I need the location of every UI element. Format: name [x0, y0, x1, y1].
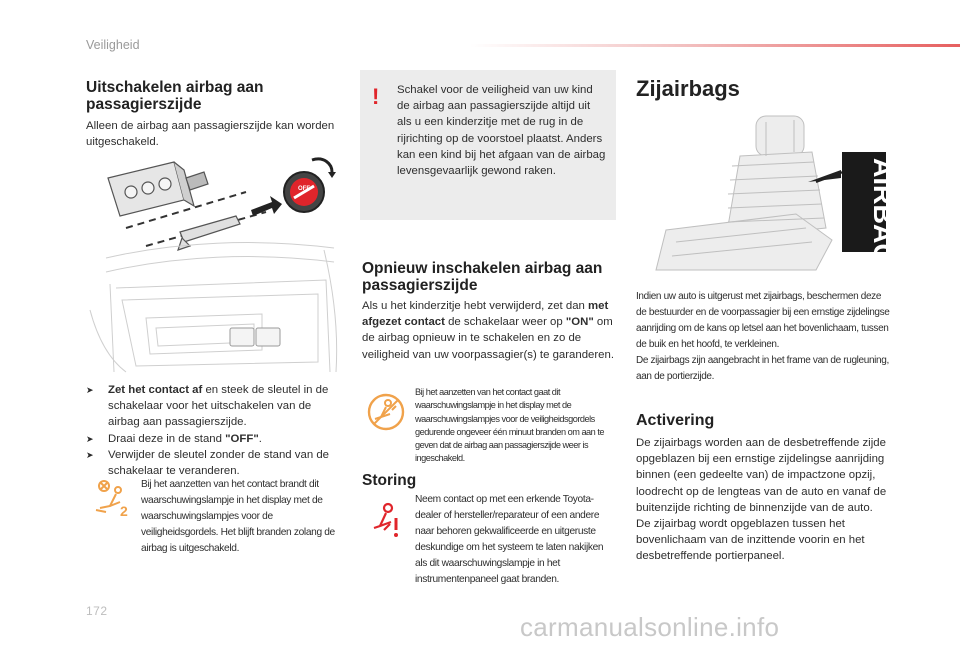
watermark: carmanualsonline.info	[520, 612, 780, 642]
icon-number: 2	[120, 503, 128, 519]
fault-text: Neem contact op met een erkende Toyota-dealer of hersteller/reparateur of een andere naar behoren gekwalificeerde en uitgeruste deskundige om het systeem te laten nakijken als dit waarschuwingslampje in het instrumentenpaneel gaat branden.	[415, 494, 604, 585]
airbag-label: AIRBAG	[868, 158, 898, 265]
side-airbags-title: Zijairbags	[636, 76, 740, 101]
reactivate-title: Opnieuw inschakelen airbag aan passagierszijde	[362, 260, 603, 294]
key-switch-illustration	[86, 150, 344, 376]
side-airbags-intro: Indien uw auto is uitgerust met zijairbags, beschermen deze de bestuurder en de voorpassagier bij een ernstige zijdelingse aanrijding om de kans op letsel aan het bovenlichaam, tussen de buik en het hoofd, te verkleinen. De zijairbags zijn aangebracht in het frame van de rugleuning, aan de portierzijde.	[636, 291, 890, 382]
reactivate-note: Bij het aanzetten van het contact gaat dit waarschuwingslampje in het display met de waarschuwingslampjes voor de veiligheidsgordels gedurende ongeveer één minuut branden om aan te geven dat de airbag aan passagierszijde weer is ingeschakeld.	[415, 387, 604, 464]
step-1: ➤ Zet het contact af en steek de sleutel in de schakelaar voor het uitschakelen van de airbag aan passagierszijde.	[86, 382, 342, 431]
deactivate-note: Bij het aanzetten van het contact brandt dit waarschuwingslampje in het display met de waarschuwingslampjes voor de veiligheidsgordels. Het blijft branden zolang de airbag is uitgeschakeld.	[141, 479, 335, 554]
step-3: ➤ Verwijder de sleutel zonder de stand van de schakelaar te veranderen.	[86, 447, 342, 479]
deactivate-intro: Alleen de airbag aan passagierszijde kan worden uitgeschakeld.	[86, 120, 335, 149]
bullet-marker-icon: ➤	[86, 433, 94, 444]
header-rule	[470, 44, 960, 47]
deactivate-steps	[86, 382, 342, 479]
fault-title: Storing	[362, 472, 417, 489]
reactivate-text: Als u het kinderzitje hebt verwijderd, zet dan met afgezet contact de schakelaar weer op "ON" om de airbag opnieuw in te schakelen en zo de veiligheid van uw voorpassagier(s) te garanderen.	[362, 300, 615, 361]
section-label: Veiligheid	[86, 38, 140, 52]
bullet-marker-icon: ➤	[86, 449, 94, 460]
seat-airbag-illustration	[636, 110, 898, 282]
airbag-off-warning-icon	[92, 478, 132, 518]
airbag-on-warning-icon	[366, 392, 406, 432]
warning-exclamation-icon: !	[372, 84, 380, 109]
safety-warning-text: Schakel voor de veiligheid van uw kind de airbag aan passagierszijde altijd uit als u een kinderzitje met de rug in de rijrichting op de voorstoel plaatst. Anders kan een kind bij het afgaan van de airbag levensgevaarlijk gewond raken.	[397, 84, 606, 178]
activation-title: Activering	[636, 412, 715, 429]
service-warning-icon	[366, 500, 408, 542]
page-number: 172	[86, 604, 108, 618]
switch-off-label: OFF	[298, 186, 310, 192]
deactivate-title: Uitschakelen airbag aan passagierszijde	[86, 79, 264, 113]
activation-text: De zijairbags worden aan de desbetreffende zijde opgeblazen bij een ernstige zijdelingse aanrijding binnen (een gedeelte van) de impactzone opzij, loodrecht op de lengteas van de auto en vanaf de buitenzijde richting de binnenzijde van de auto. De zijairbag wordt opgeblazen tussen het bovenlichaam van de inzittende voorin en het desbetreffende portierpaneel.	[636, 437, 887, 563]
bullet-marker-icon: ➤	[86, 385, 94, 395]
step-2: ➤ Draai deze in de stand "OFF".	[86, 431, 342, 447]
